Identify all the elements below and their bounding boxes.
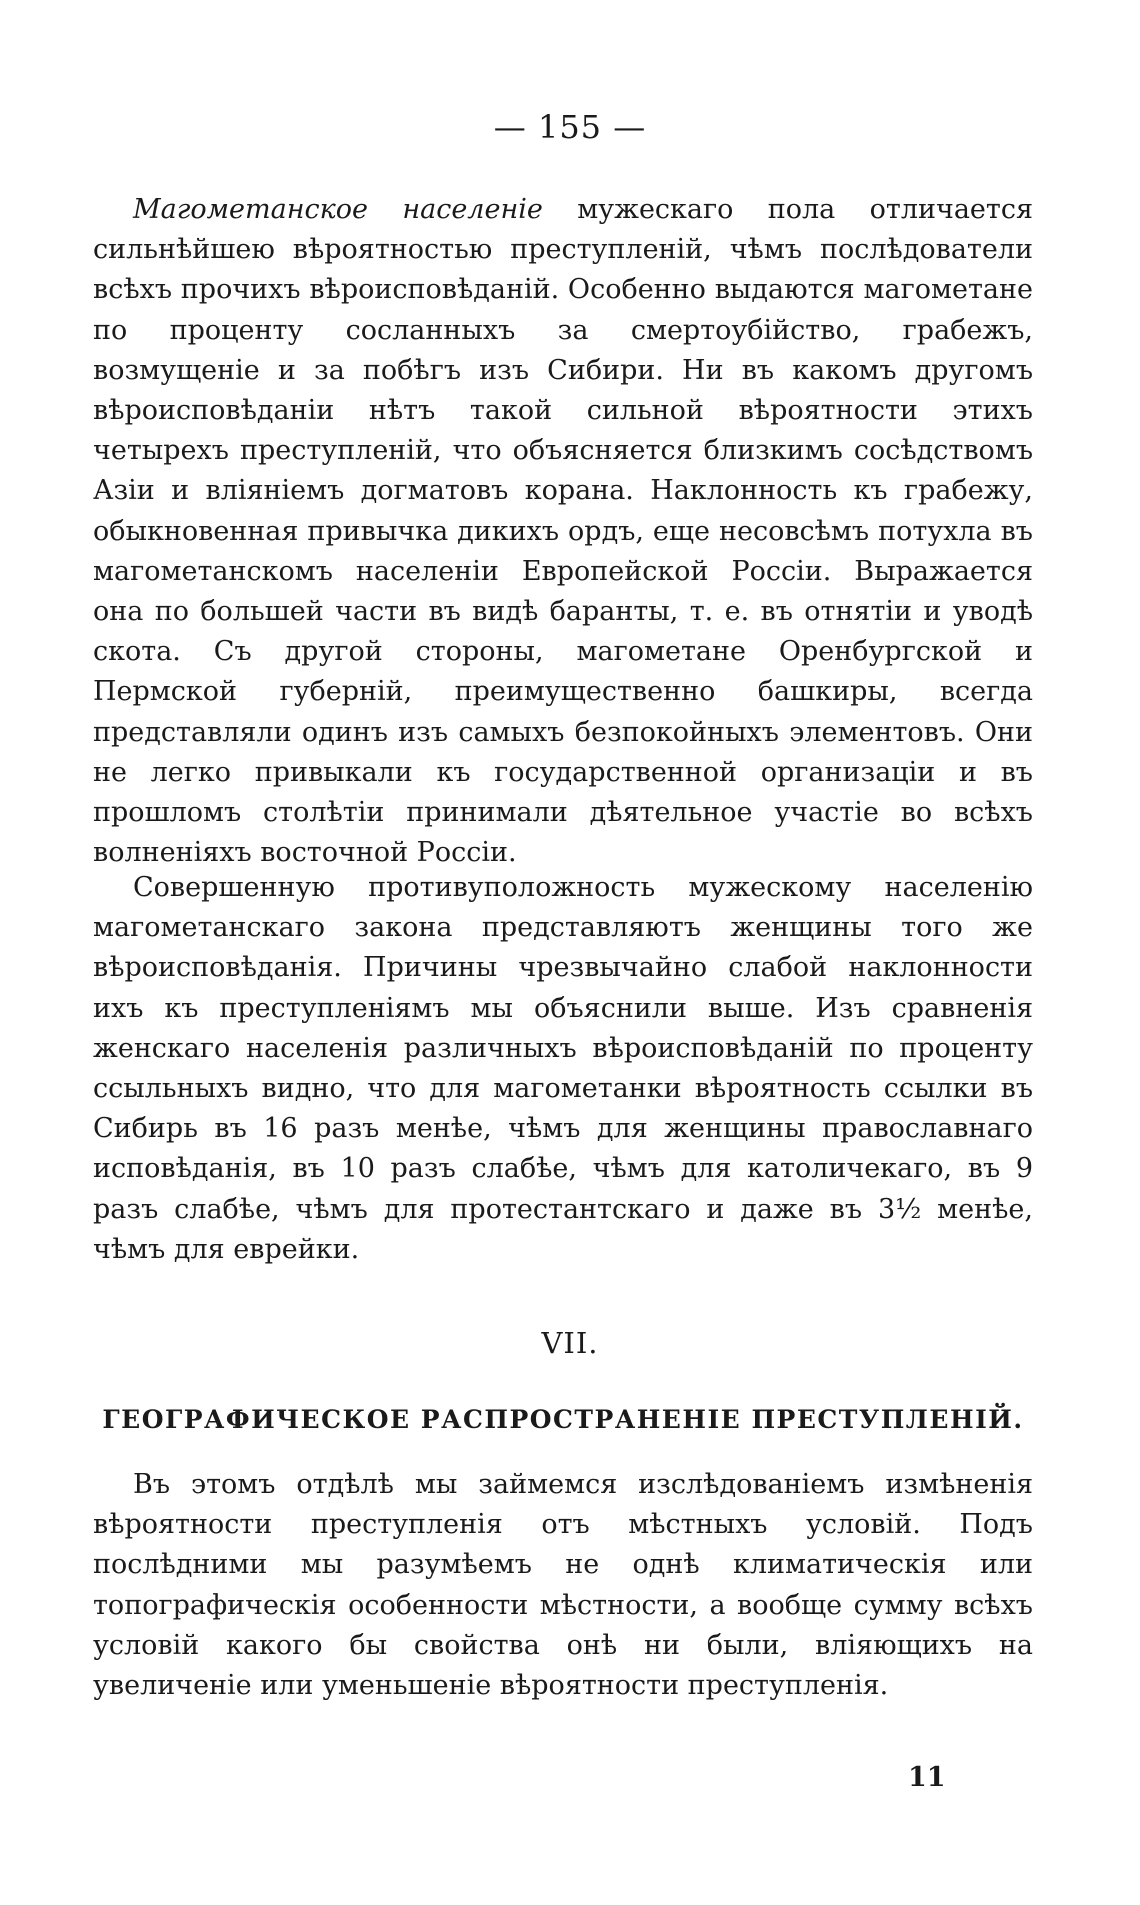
paragraph-lead-italic: Магометанское населенiе bbox=[133, 194, 543, 225]
section-number: VII. bbox=[541, 1326, 599, 1360]
paragraph-1-text: мужескаго пола отличается сильнѣйшею вѣроятностью преступленiй, чѣмъ послѣдователи всѣхъ прочихъ вѣроисповѣданiй. Особенно выдаются магометане по проценту сосланныхъ за смертоубiйство, грабежъ, возмущенiе и за побѣгъ изъ Сибири. Ни въ какомъ другомъ вѣроисповѣданiи нѣтъ такой сильной вѣроятности этихъ четырехъ преступленiй, что объясняется близкимъ сосѣдствомъ Азiи и влiянiемъ догматовъ корана. Наклонность къ грабежу, обыкновенная привычка дикихъ ордъ, еще несовсѣмъ потухла въ магометанскомъ населенiи Европейской Россiи. Выражается она по большей части въ видѣ баранты, т. е. въ отнятiи и уводѣ скота. Съ другой стороны, магометане Оренбургской и Пермской губернiй, преимущественно башкиры, всегда представляли одинъ изъ самыхъ безпокойныхъ элементовъ. Они не легко привыкали къ государственной организацiи и въ прошломъ столѣтiи принимали дѣятельное участiе во всѣхъ волненiяхъ восточной Россiи. bbox=[93, 194, 1033, 869]
printer-signature-mark: 11 bbox=[908, 1762, 946, 1793]
page-number: — 155 — bbox=[493, 108, 647, 146]
paragraph-muslim-men bbox=[93, 190, 1033, 873]
paragraph-2: Совершенную противуположность мужескому населенiю магометанскаго закона представляютъ женщины того же вѣроисповѣданiя. Причины чрезвычайно слабой наклонности ихъ къ преступленiямъ мы объяснили выше. Изъ сравненiя женскаго населенiя различныхъ вѣроисповѣданiй по проценту ссыльныхъ видно, что для магометанки вѣроятность ссылки въ Сибирь въ 16 разъ менѣе, чѣмъ для женщины православнаго исповѣданiя, въ 10 разъ слабѣе, чѣмъ для католичекаго, въ 9 разъ слабѣе, чѣмъ для протестантскаго и даже въ 3½ менѣе, чѣмъ для еврейки. bbox=[93, 872, 1033, 1265]
paragraph-1 bbox=[93, 190, 1033, 873]
paragraph-muslim-women bbox=[93, 868, 1033, 1270]
section-title: ГЕОГРАФИЧЕСКОЕ РАСПРОСТРАНЕНIЕ ПРЕСТУПЛЕНIЙ. bbox=[102, 1405, 1024, 1434]
paragraph-geography-intro bbox=[93, 1465, 1033, 1706]
paragraph-3: Въ этомъ отдѣлѣ мы займемся изслѣдованiемъ измѣненiя вѣроятности преступленiя отъ мѣстныхъ условiй. Подъ послѣдними мы разумѣемъ не однѣ климатическiя или топографическiя особенности мѣстности, а вообще сумму всѣхъ условiй какого бы свойства онѣ ни были, влiяющихъ на увеличенiе или уменьшенiе вѣроятности преступленiя. bbox=[93, 1469, 1033, 1702]
